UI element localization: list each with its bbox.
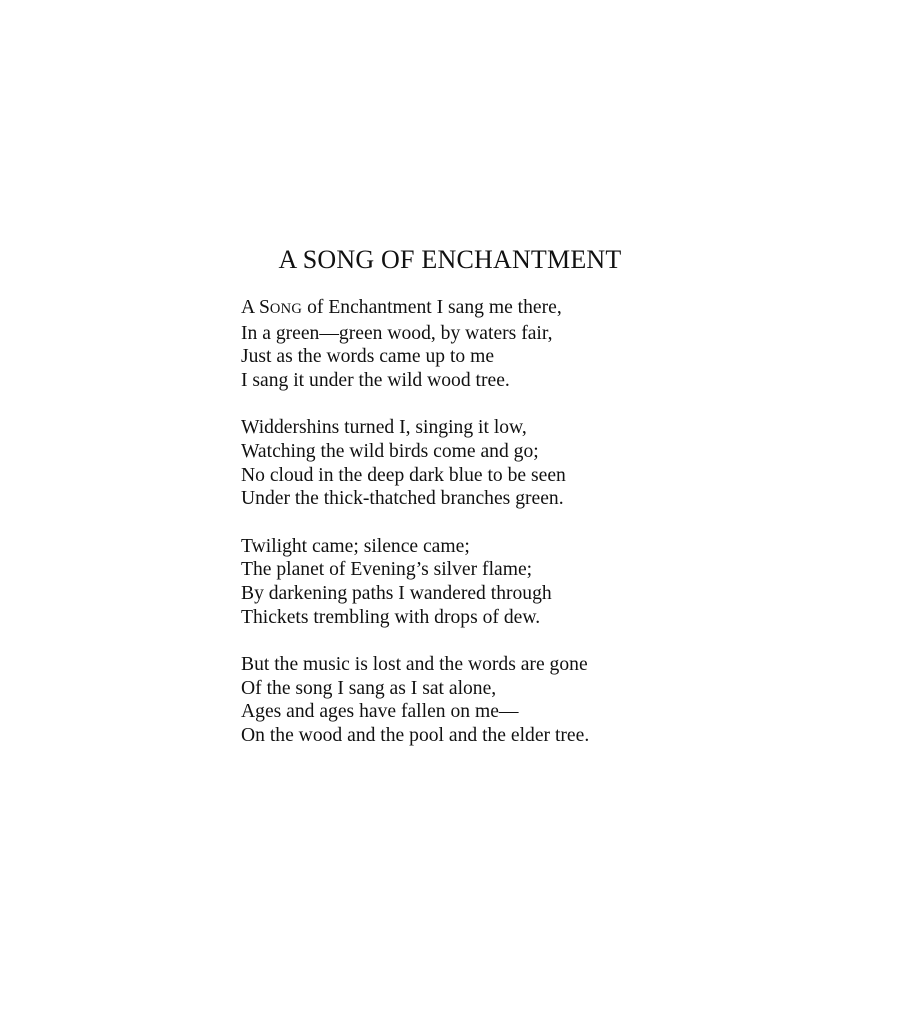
- poem-line: The planet of Evening’s silver flame;: [241, 559, 533, 581]
- poem-line: On the wood and the pool and the elder tree.: [241, 724, 590, 746]
- poem-line: I sang it under the wild wood tree.: [241, 369, 510, 391]
- stanza-3: [241, 535, 801, 629]
- poem-line: [241, 296, 801, 322]
- poem-line: In a green—green wood, by waters fair,: [241, 322, 553, 344]
- first-line-small-caps: ONG: [269, 301, 303, 317]
- stanza-4: [241, 653, 801, 747]
- poem-line: Twilight came; silence came;: [241, 535, 470, 557]
- poem-line: Just as the words came up to me: [241, 346, 495, 368]
- poem-line: Of the song I sang as I sat alone,: [241, 677, 497, 699]
- first-line-rest: of Enchantment I sang me there,: [302, 297, 562, 318]
- poem-title: A SONG OF ENCHANTMENT: [278, 245, 622, 274]
- first-line-initial: A S: [241, 297, 270, 318]
- poem-line: Widdershins turned I, singing it low,: [241, 417, 527, 439]
- poem-line: Watching the wild birds come and go;: [241, 440, 539, 462]
- poem-line: By darkening paths I wandered through: [241, 582, 552, 604]
- stanza-1: [241, 296, 801, 392]
- poem-line: Ages and ages have fallen on me—: [241, 701, 519, 723]
- poem-line: Thickets trembling with drops of dew.: [241, 606, 541, 628]
- poem-line: Under the thick-thatched branches green.: [241, 488, 564, 510]
- poem-line: But the music is lost and the words are gone: [241, 654, 588, 676]
- poem-body: [241, 296, 801, 772]
- poem-line: No cloud in the deep dark blue to be seen: [241, 464, 566, 486]
- stanza-2: [241, 416, 801, 510]
